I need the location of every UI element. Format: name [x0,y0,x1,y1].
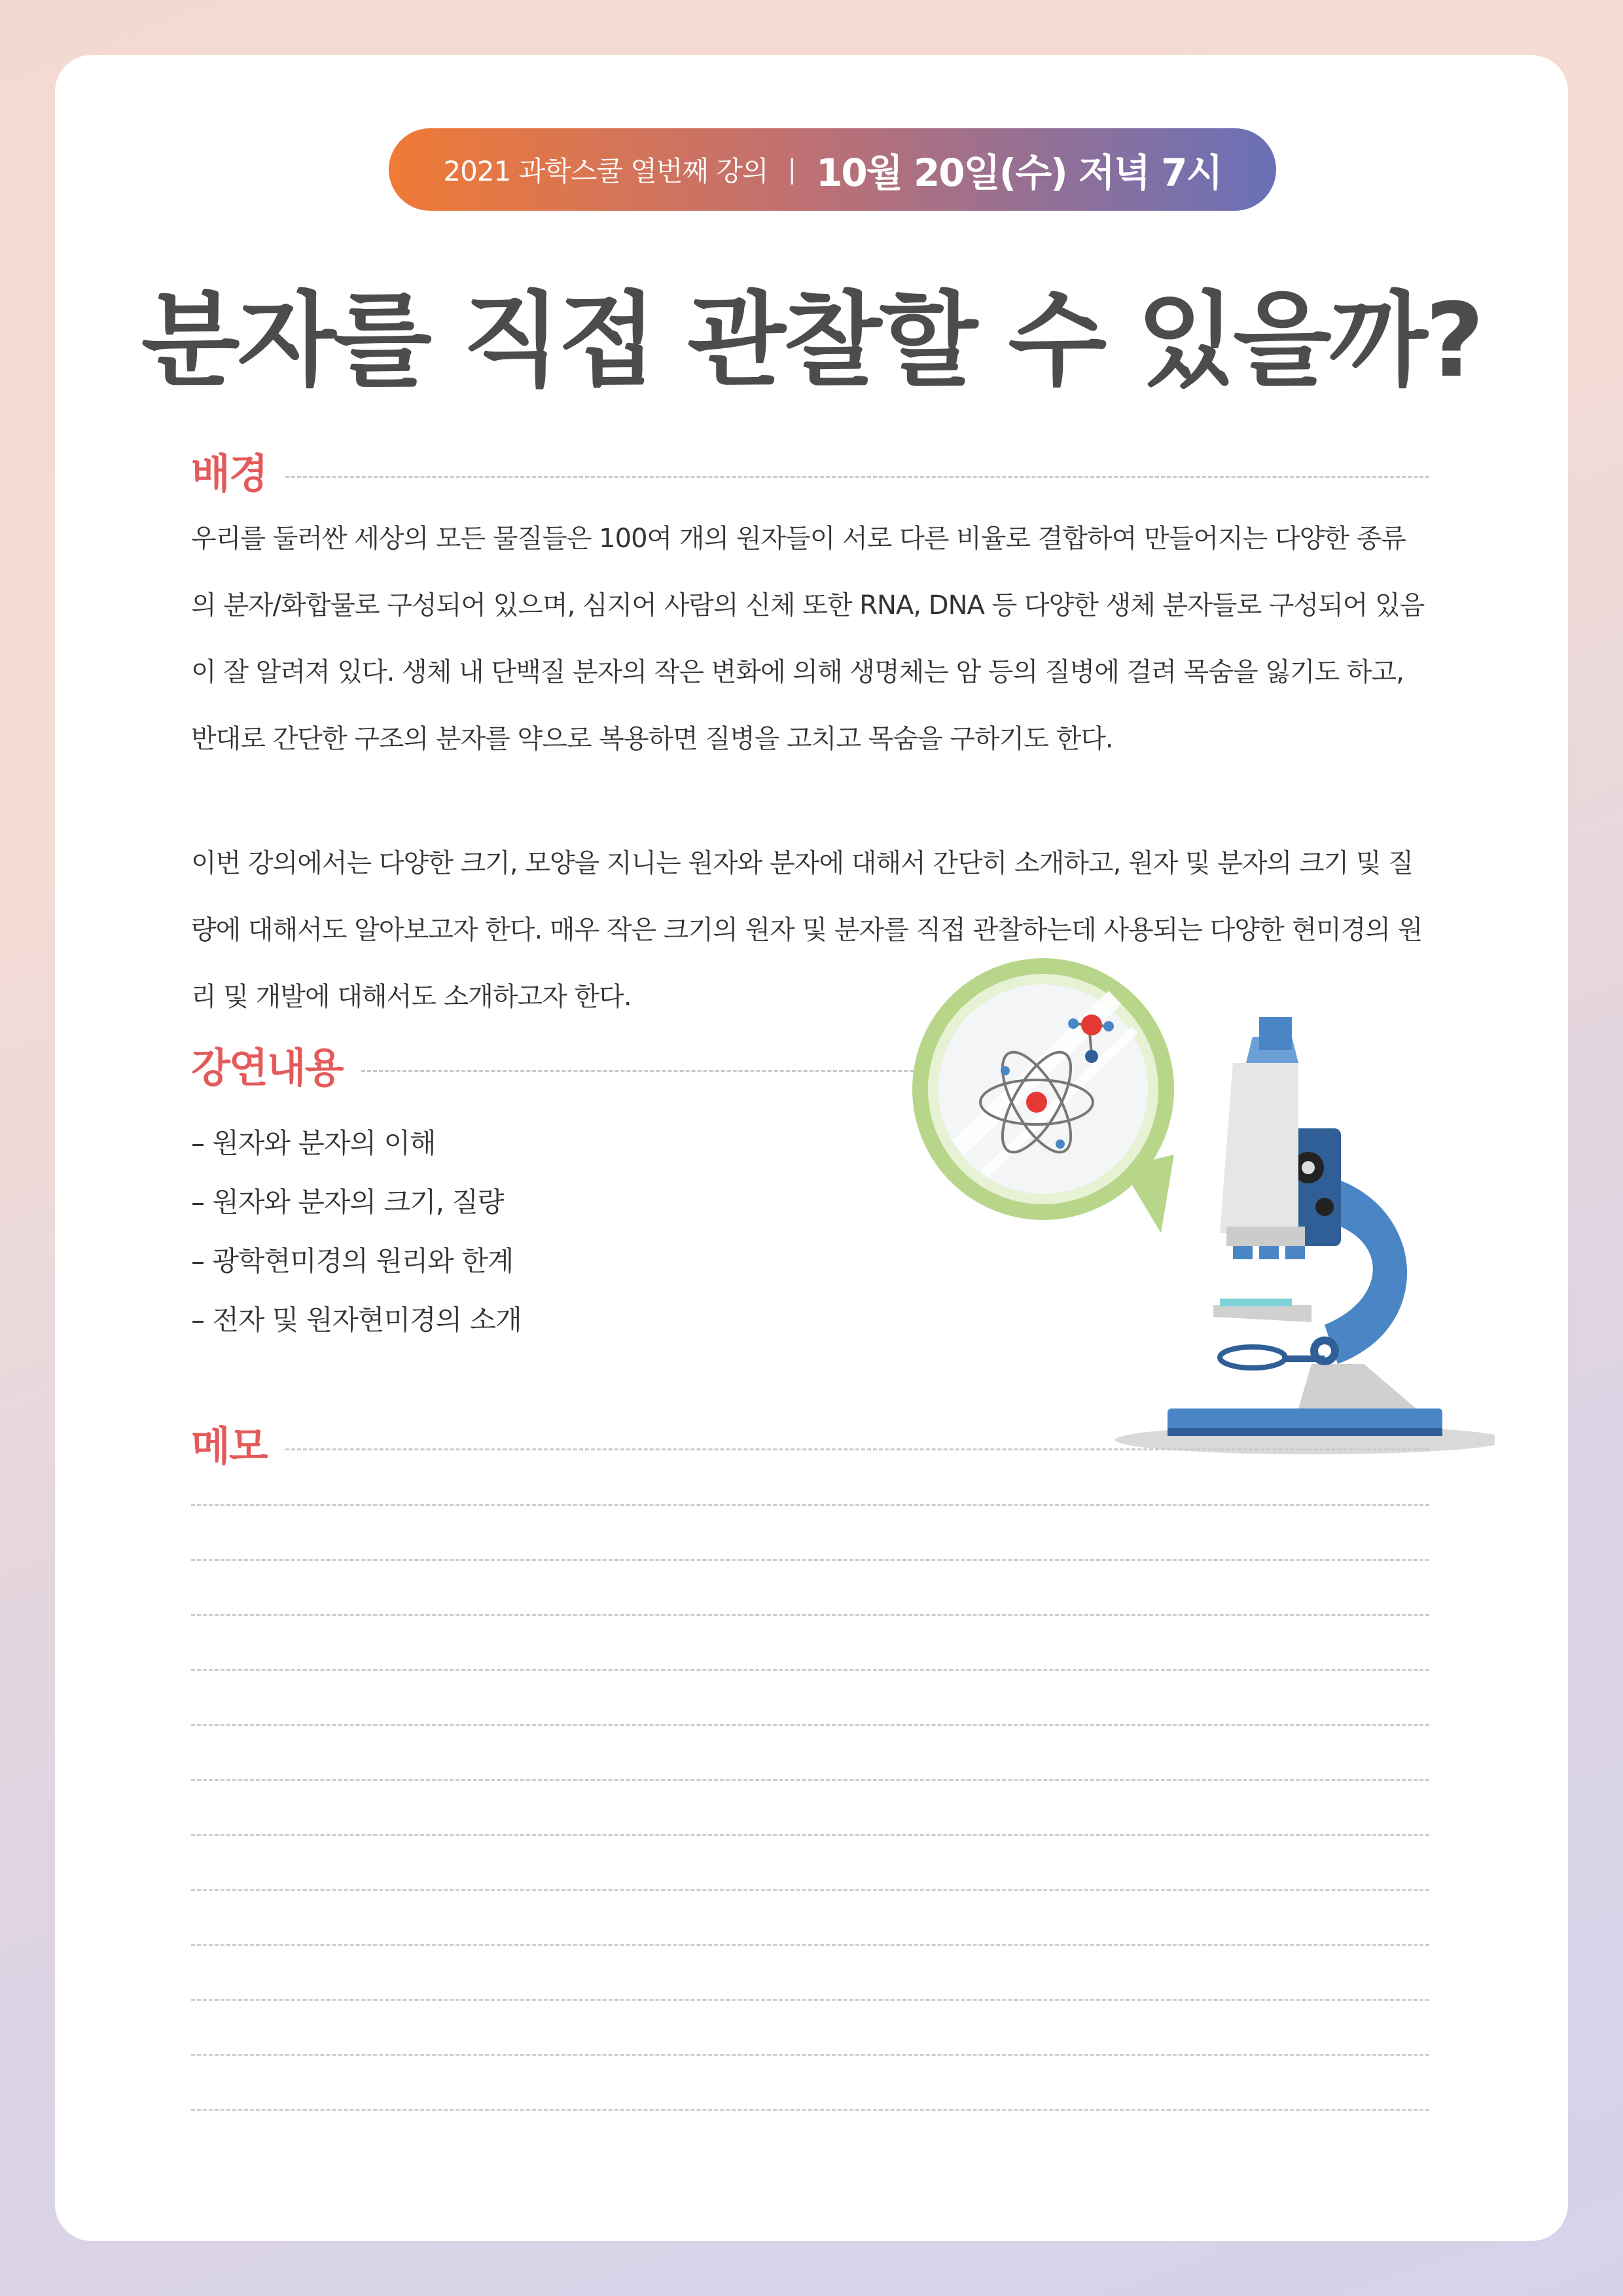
background-section-header [191,441,1429,499]
page-title: 분자를 직접 관찰할 수 있을까? [141,281,1482,400]
list-item: – 원자와 분자의 크기, 질량 [191,1186,504,1218]
memo-line [191,2109,1429,2111]
lecture-list [191,1114,522,1350]
memo-line [191,1504,1429,1506]
list-item: – 전자 및 원자현미경의 소개 [191,1304,522,1336]
section-divider [285,1448,1429,1450]
microscope-icon [906,958,1495,1469]
memo-line [191,1559,1429,1561]
memo-line [191,1724,1429,1726]
memo-line [191,2054,1429,2056]
lecture-section-header [191,1035,937,1094]
list-item: – 광학현미경의 원리와 한계 [191,1245,514,1277]
memo-line [191,1669,1429,1671]
memo-line [191,1944,1429,1946]
event-subtitle: 2021 과학스쿨 열번째 강의 [443,155,768,187]
poster-card [55,55,1568,2241]
memo-section-header [191,1414,1429,1472]
background-paragraph-1: 우리를 둘러싼 세상의 모든 물질들은 100여 개의 원자들이 서로 다른 비율로 결합하여 만들어지는 다양한 종류의 분자/화합물로 구성되어 있으며, 심지어 사람의 신체 또한 RNA, DNA 등 다양한 생체 분자들로 구성되어 있음이 잘 알려져 있다. 생체 내 단백질 분자의 작은 변화에 의해 생명체는 암 등의 질병에 걸려 목숨을 잃기도 하고, 반대로 간단한 구조의 분자를 약으로 복용하면 질병을 고치고 목숨을 구하기도 한다. [191,524,1425,754]
lecture-heading: 강연내용 [191,1044,343,1092]
memo-line [191,1614,1429,1616]
section-divider [361,1070,937,1072]
section-divider [285,476,1429,478]
background-heading: 배경 [191,450,267,497]
background-paragraph-2: 이번 강의에서는 다양한 크기, 모양을 지니는 원자와 분자에 대해서 간단히 소개하고, 원자 및 분자의 크기 및 질량에 대해서도 알아보고자 한다. 매우 작은 크기의 원자 및 분자를 직접 관찰하는데 사용되는 다양한 현미경의 원리 및 개발에 대해서도 소개하고자 한다. [191,848,1423,1012]
banner-separator: | [787,154,797,185]
memo-line [191,1834,1429,1836]
memo-line [191,1999,1429,2001]
memo-line [191,1779,1429,1781]
event-datetime: 10월 20일(수) 저녁 7시 [816,151,1222,195]
list-item: – 원자와 분자의 이해 [191,1127,436,1159]
memo-line [191,1889,1429,1891]
memo-heading: 메모 [191,1422,267,1470]
event-banner [389,128,1276,211]
